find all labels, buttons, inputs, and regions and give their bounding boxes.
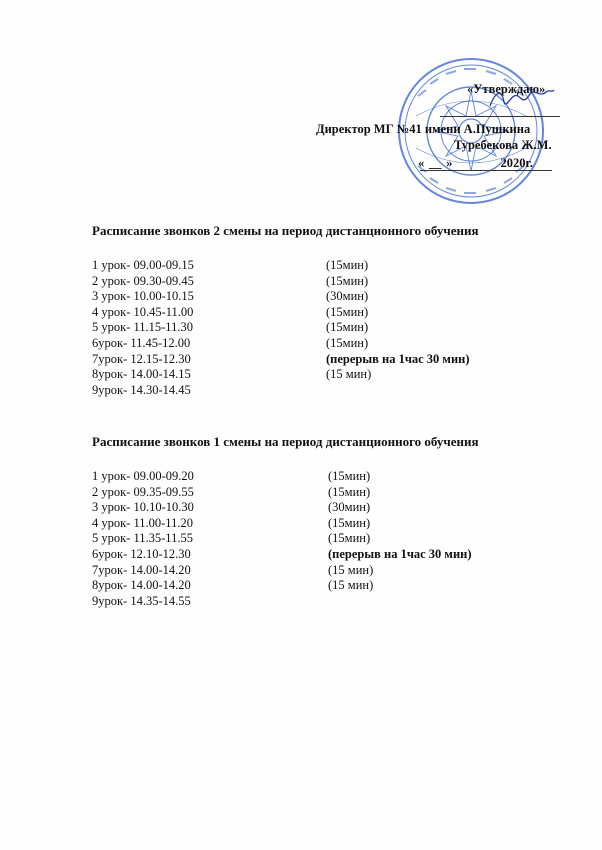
signature-line [440, 116, 560, 117]
schedule-row [92, 594, 512, 610]
lesson-time: 8урок- 14.00-14.20 [92, 578, 191, 593]
break-duration: (перерыв на 1час 30 мин) [326, 351, 470, 366]
shift1-title: Расписание звонков 1 смены на период дистанционного обучения [92, 434, 479, 449]
date-close-quote: » [446, 156, 453, 170]
lesson-time: 1 урок- 09.00-09.15 [92, 258, 194, 272]
break-duration: (15 мин) [328, 578, 374, 593]
lesson-time: 9урок- 14.30-14.45 [92, 382, 191, 397]
break-duration: (15мин) [326, 304, 369, 319]
break-duration: (15мин) [326, 258, 369, 272]
schedule-row [92, 485, 512, 501]
approval-position: Директор МГ №41 имени А.Пушкина [316, 122, 531, 136]
lesson-time: 4 урок- 10.45-11.00 [92, 304, 194, 319]
date-open-quote: « [418, 156, 425, 170]
schedule-row [92, 563, 512, 579]
break-duration: (15мин) [326, 320, 369, 335]
lesson-time: 3 урок- 10.10-10.30 [92, 500, 194, 515]
approval-name: Туребекова Ж.М. [454, 138, 552, 152]
break-duration: (15мин) [326, 335, 369, 350]
schedule-row [92, 531, 512, 547]
break-duration: (15мин) [328, 469, 371, 483]
schedule-row [92, 274, 512, 290]
schedule-row [92, 547, 512, 563]
schedule-row [92, 336, 512, 352]
break-duration: (15мин) [326, 273, 369, 288]
break-duration: (30мин) [328, 500, 371, 515]
lesson-time: 5 урок- 11.35-11.55 [92, 531, 193, 546]
lesson-time: 7урок- 12.15-12.30 [92, 351, 191, 366]
lesson-time: 8урок- 14.00-14.15 [92, 367, 191, 382]
lesson-time: 2 урок- 09.35-09.55 [92, 484, 194, 499]
lesson-time: 6урок- 11.45-12.00 [92, 335, 191, 350]
lesson-time: 3 урок- 10.00-10.15 [92, 289, 194, 304]
break-duration: (15мин) [328, 531, 371, 546]
schedule-row [92, 367, 512, 383]
schedule-row [92, 305, 512, 321]
shift2-schedule [92, 258, 512, 398]
signature-icon [486, 84, 556, 114]
schedule-row [92, 516, 512, 532]
date-day: __ [429, 156, 442, 170]
break-duration: (15мин) [328, 484, 371, 499]
break-duration: (15 мин) [328, 562, 374, 577]
date-year: 2020г. [500, 156, 533, 170]
schedule-row [92, 469, 512, 485]
approval-title: «Утверждаю» [467, 82, 546, 96]
date-underline [420, 170, 552, 171]
schedule-row [92, 383, 512, 399]
schedule-row [92, 289, 512, 305]
break-duration: (15мин) [328, 515, 371, 530]
schedule-row [92, 578, 512, 594]
lesson-time: 2 урок- 09.30-09.45 [92, 273, 194, 288]
lesson-time: 5 урок- 11.15-11.30 [92, 320, 193, 335]
lesson-time: 6урок- 12.10-12.30 [92, 546, 191, 561]
schedule-row [92, 320, 512, 336]
lesson-time: 9урок- 14.35-14.55 [92, 593, 191, 608]
lesson-time: 4 урок- 11.00-11.20 [92, 515, 193, 530]
lesson-time: 1 урок- 09.00-09.20 [92, 469, 194, 483]
shift2-title: Расписание звонков 2 смены на период дистанционного обучения [92, 223, 479, 238]
schedule-row [92, 352, 512, 368]
break-duration: (перерыв на 1час 30 мин) [328, 546, 472, 561]
shift1-schedule [92, 469, 512, 609]
schedule-row [92, 258, 512, 274]
break-duration: (30мин) [326, 289, 369, 304]
lesson-time: 7урок- 14.00-14.20 [92, 562, 191, 577]
schedule-row [92, 500, 512, 516]
break-duration: (15 мин) [326, 367, 372, 382]
